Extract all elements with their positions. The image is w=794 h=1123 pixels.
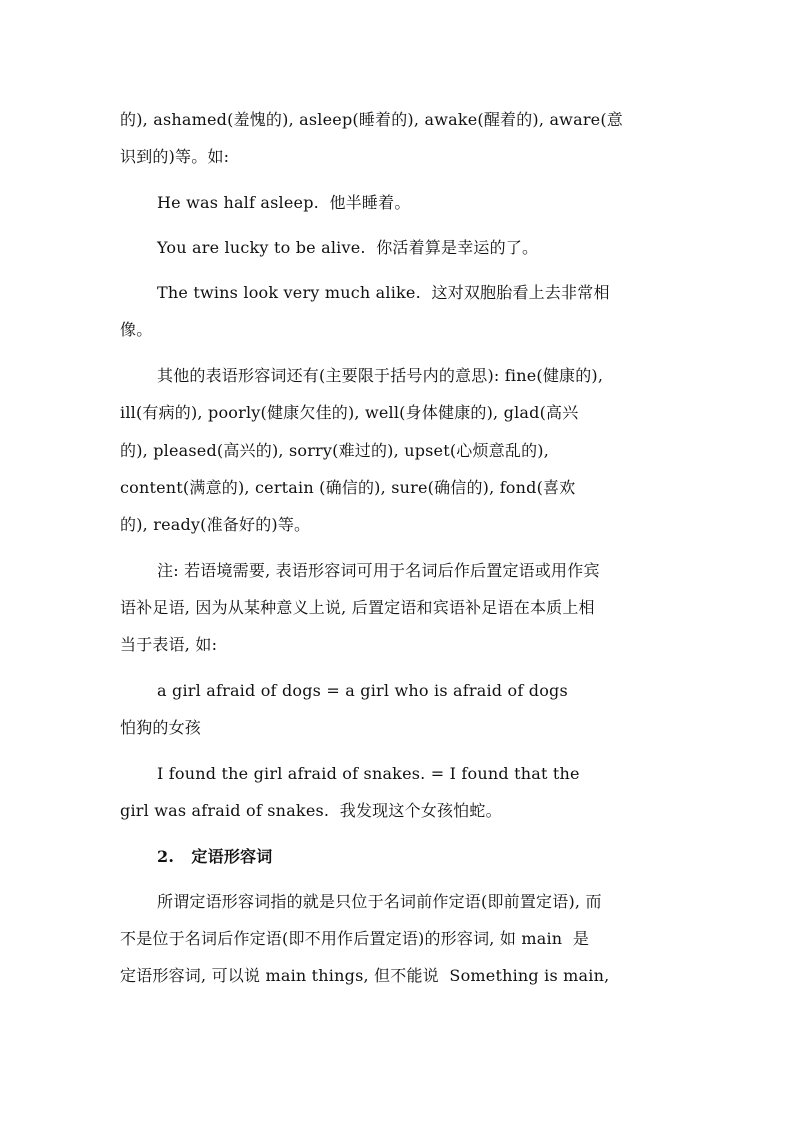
paragraph-line: 的), pleased(高兴的), sorry(难过的), upset(心烦意乱的), [120,441,550,460]
example-sentence: a girl afraid of dogs = a girl who is afraid of dogs [157,681,568,700]
example-sentence: 像。 [120,320,153,339]
paragraph-line: ill(有病的), poorly(健康欠佳的), well(身体健康的), glad(高兴 [120,403,579,422]
paragraph-line: 定语形容词, 可以说 main things, 但不能说 Something is main, [120,966,610,985]
note-line: 注: 若语境需要, 表语形容词可用于名词后作后置定语或用作宾 [157,561,600,580]
example-sentence: The twins look very much alike. 这对双胞胎看上去非常相 [157,283,610,302]
paragraph-line: content(满意的), certain (确信的), sure(确信的), fond(喜欢 [120,478,576,497]
example-sentence: He was half asleep. 他半睡着。 [157,193,411,212]
paragraph-line: 识到的)等。如: [120,147,230,166]
example-sentence: I found the girl afraid of snakes. = I found that the [157,764,580,783]
section-heading: 2. 定语形容词 [157,847,273,866]
example-translation: 怕狗的女孩 [120,718,202,737]
example-sentence: You are lucky to be alive. 你活着算是幸运的了。 [157,238,539,257]
note-line: 语补足语, 因为从某种意义上说, 后置定语和宾语补足语在本质上相 [120,598,595,617]
example-sentence: girl was afraid of snakes. 我发现这个女孩怕蛇。 [120,801,502,820]
paragraph-line: 不是位于名词后作定语(即不用作后置定语)的形容词, 如 main 是 [120,929,590,948]
paragraph-line: 的), ashamed(羞愧的), asleep(睡着的), awake(醒着的), aware(意 [120,110,623,129]
note-line: 当于表语, 如: [120,635,218,654]
paragraph-line: 的), ready(准备好的)等。 [120,515,311,534]
paragraph-line: 其他的表语形容词还有(主要限于括号内的意思): fine(健康的), [157,366,604,385]
paragraph-line: 所谓定语形容词指的就是只位于名词前作定语(即前置定语), 而 [157,892,602,911]
